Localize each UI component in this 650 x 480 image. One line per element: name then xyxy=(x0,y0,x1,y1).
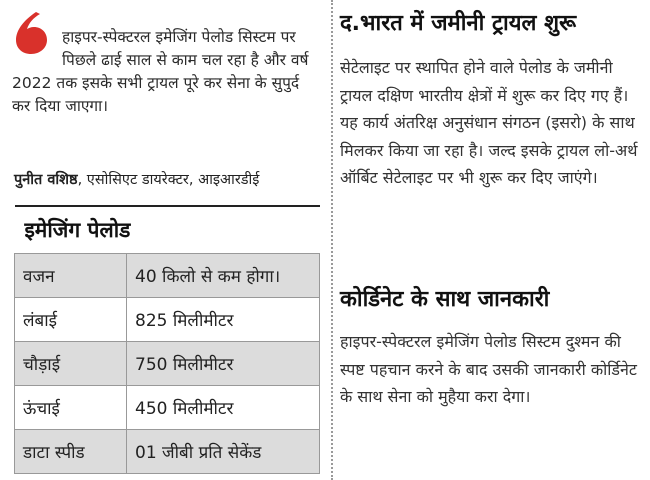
spec-key: डाटा स्पीड xyxy=(15,430,127,474)
spec-key: वजन xyxy=(15,254,127,298)
quote-text: हाइपर-स्पेक्टरल इमेजिंग पेलोड सिस्टम पर पिछले ढाई साल से काम चल रहा है और वर्ष 2022 तक इसके सभी ट्रायल पूरे कर सेना के सुपुर्द कर दिया जाएगा। xyxy=(12,27,309,115)
spec-table xyxy=(14,205,320,474)
quote-author: पुनीत वशिष्ठ xyxy=(14,172,78,188)
column-divider xyxy=(331,0,333,480)
table-row xyxy=(15,342,320,386)
section1-body: सेटेलाइट पर स्थापित होने वाले पेलोड के जमीनी ट्रायल दक्षिण भारतीय क्षेत्रों में शुरू कर दिए गए हैं। यह कार्य अंतरिक्ष अनुसंधान संगठन (इसरो) के साथ मिलकर किया जा रहा है। जल्द इसके ट्रायल लो-अर्थ ऑर्बिट सेटेलाइट पर भी शुरू कर दिए जाएंगे। xyxy=(340,58,638,187)
table-row xyxy=(15,386,320,430)
table-row xyxy=(15,430,320,474)
spec-value: 01 जीबी प्रति सेकेंड xyxy=(127,430,320,474)
spec-value: 40 किलो से कम होगा। xyxy=(127,254,320,298)
spec-key: लंबाई xyxy=(15,298,127,342)
table-row xyxy=(15,254,320,298)
spec-key: चौड़ाई xyxy=(15,342,127,386)
spec-value: 825 मिलीमीटर xyxy=(127,298,320,342)
quote-byline xyxy=(14,170,329,190)
spec-table-title: इमेजिंग पेलोड xyxy=(15,206,320,254)
quote-author-role: , एसोसिएट डायरेक्टर, आइआरडीई xyxy=(77,172,260,188)
section2-body: हाइपर-स्पेक्टरल इमेजिंग पेलोड सिस्टम दुश्मन की स्पष्ट पहचान करने के बाद उसकी जानकारी कोर्डिनेट के साथ सेना को मुहैया करा देगा। xyxy=(340,332,637,406)
spec-value: 750 मिलीमीटर xyxy=(127,342,320,386)
table-row xyxy=(15,298,320,342)
section2-heading: कोर्डिनेट के साथ जानकारी xyxy=(340,287,550,312)
spec-key: ऊंचाई xyxy=(15,386,127,430)
right-column xyxy=(338,0,650,480)
spec-value: 450 मिलीमीटर xyxy=(127,386,320,430)
section1-heading: द.भारत में जमीनी ट्रायल शुरू xyxy=(340,11,577,36)
